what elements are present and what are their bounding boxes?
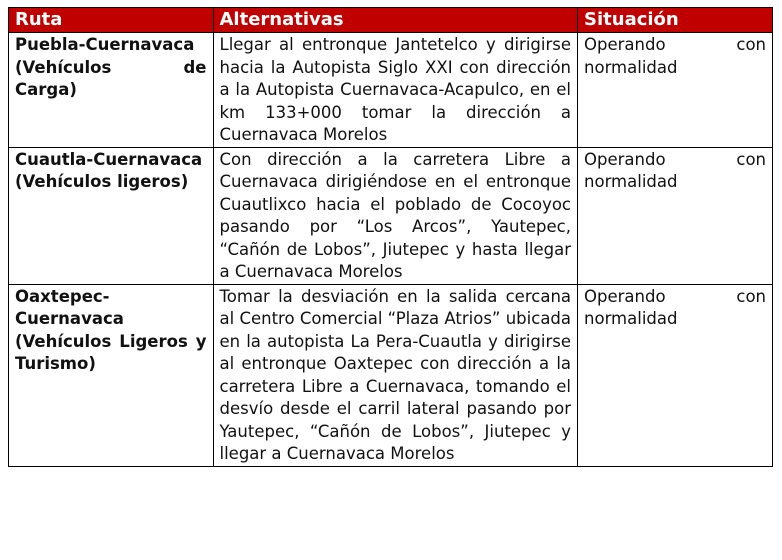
alternative-cell: Llegar al entronque Jantetelco y dirigirse hacia la Autopista Siglo XXI con dirección a la Autopista Cuernavaca-Acapulco, en el km 133+000 tomar la dirección a Cuernavaca Morelos — [213, 33, 578, 148]
header-row — [9, 8, 773, 33]
table-header — [9, 8, 773, 33]
status-cell: Operando con normalidad — [578, 147, 773, 284]
route-cell: Puebla-Cuernavaca (Vehículos de Carga) — [9, 33, 214, 148]
alternative-cell: Con dirección a la carretera Libre a Cuernavaca dirigiéndose en el entronque Cuautlixco hacia el poblado de Cocoyoc pasando por “Los Arcos”, Yautepec, “Cañón de Lobos”, Jiutepec y hasta llegar a Cuernavaca Morelos — [213, 147, 578, 284]
table-row — [9, 284, 773, 466]
status-cell: Operando con normalidad — [578, 33, 773, 148]
alternative-cell: Tomar la desviación en la salida cercana al Centro Comercial “Plaza Atrios” ubicada en la autopista La Pera-Cuautla y dirigirse al entronque Oaxtepec con dirección a la carretera Libre a Cuernavaca, tomando el desvío desde el carril lateral pasando por Yautepec, “Cañón de Lobos”, Jiutepec y llegar a Cuernavaca Morelos — [213, 284, 578, 466]
header-alternativas: Alternativas — [213, 8, 578, 33]
routes-table — [8, 7, 773, 467]
status-cell: Operando con normalidad — [578, 284, 773, 466]
table-row — [9, 33, 773, 148]
route-cell: Oaxtepec-Cuernavaca (Vehículos Ligeros y Turismo) — [9, 284, 214, 466]
header-ruta: Ruta — [9, 8, 214, 33]
table-row — [9, 147, 773, 284]
table-body — [9, 33, 773, 467]
route-cell: Cuautla-Cuernavaca (Vehículos ligeros) — [9, 147, 214, 284]
header-situacion: Situación — [578, 8, 773, 33]
